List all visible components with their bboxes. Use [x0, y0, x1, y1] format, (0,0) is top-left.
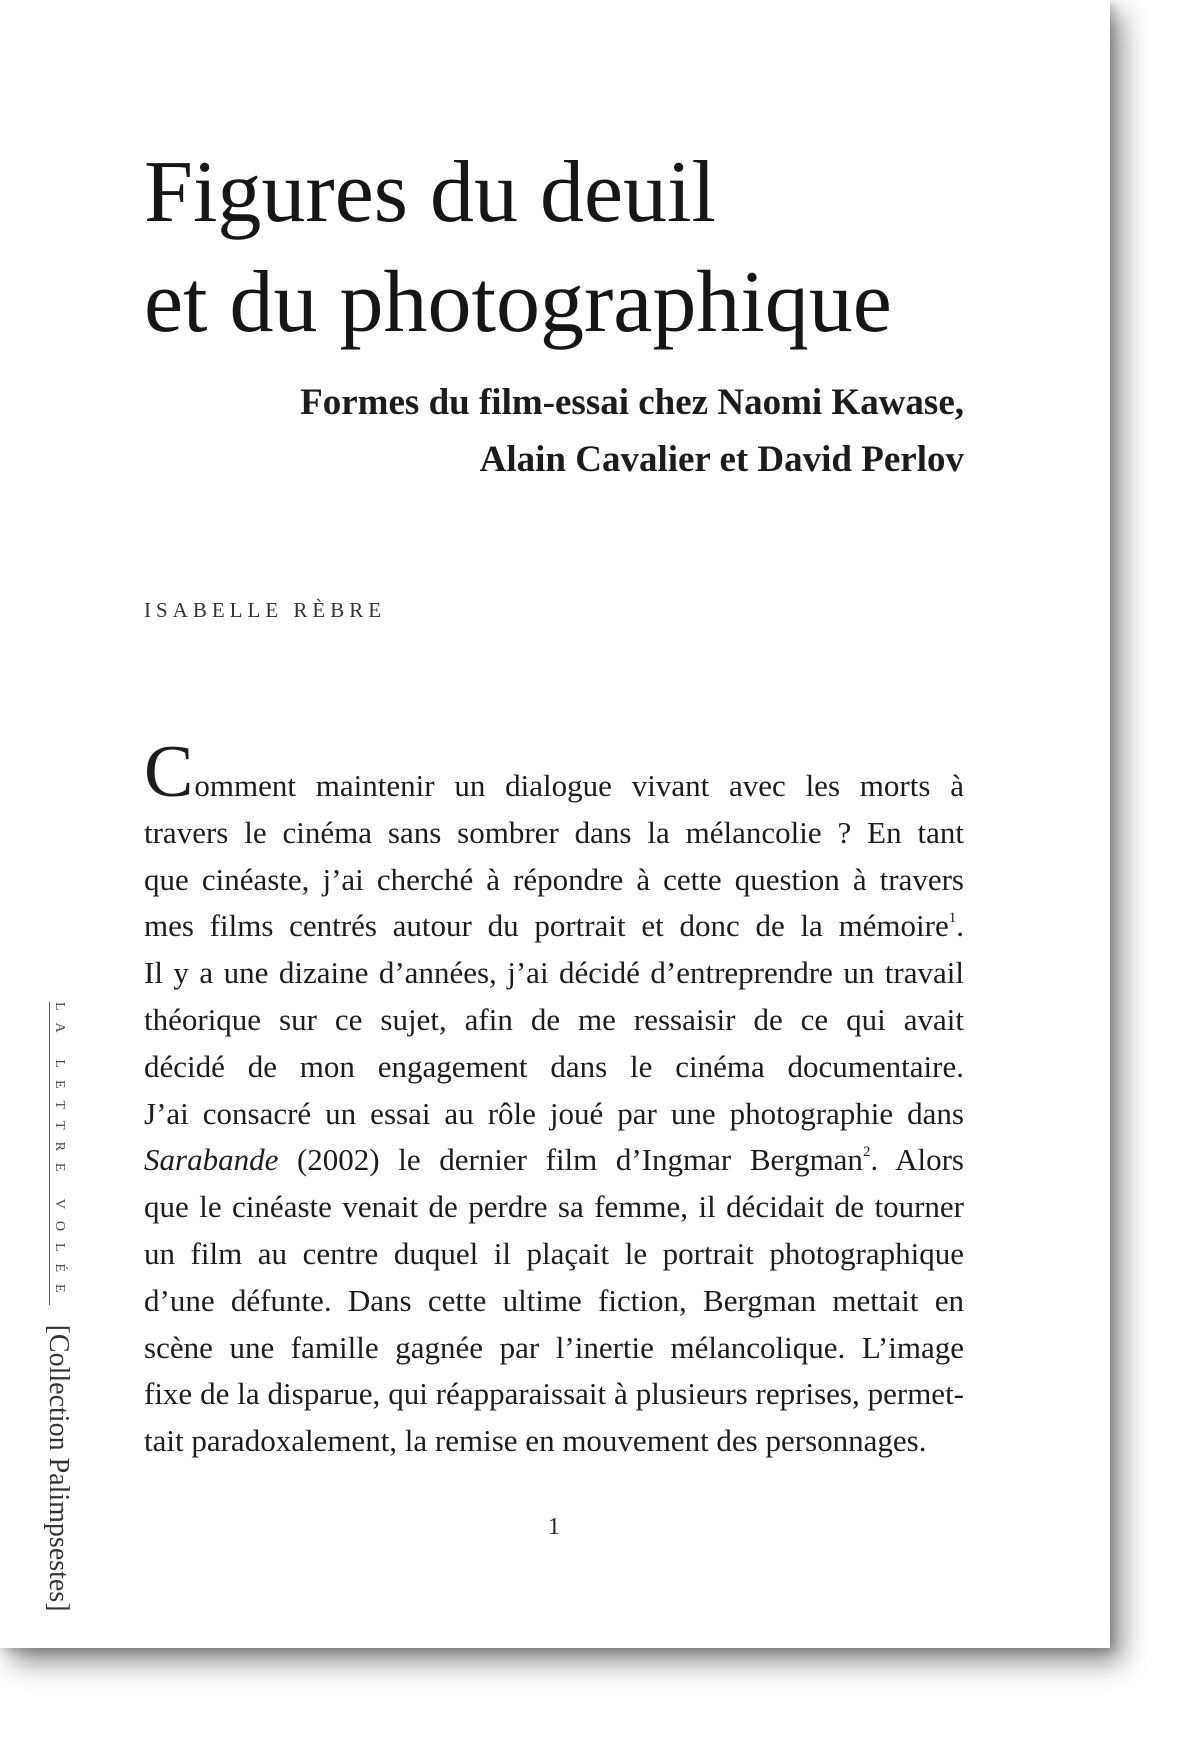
collection-name: [Collection Palimpsestes]: [43, 1324, 74, 1612]
title-line-1: Figures du deuil: [144, 144, 716, 241]
body-line-11: un film au centre duquel il plaçait le portrait photographique: [144, 1235, 964, 1271]
body-line-7: décidé de mon engagement dans le cinéma documentaire.: [144, 1048, 964, 1084]
publisher-name: LA LETTRE VOLÉE: [49, 1002, 67, 1305]
body-line-1: Comment maintenir un dialogue vivant avec les morts à: [144, 731, 964, 813]
author-name: ISABELLE RÈBRE: [144, 598, 387, 622]
page-number: 1: [548, 1514, 560, 1540]
film-title-sarabande: Sarabande: [144, 1142, 279, 1178]
body-line-15: tait paradoxalement, la remise en mouvement des personnages.: [144, 1423, 927, 1459]
body-line-8: J’ai consacré un essai au rôle joué par une photographie dans: [144, 1095, 964, 1131]
body-line-12: d’une défunte. Dans cette ultime fiction, Bergman mettait en: [144, 1282, 964, 1318]
subtitle-line-2: Alain Cavalier et David Perlov: [479, 439, 964, 480]
footnote-ref-2[interactable]: 2: [862, 1144, 871, 1161]
body-line-6: théorique sur ce sujet, afin de me ressaisir de ce qui avait: [144, 1001, 964, 1037]
drop-cap: C: [144, 731, 194, 813]
body-line-14: fixe de la disparue, qui réapparaissait à plusieurs reprises, permet-: [144, 1376, 964, 1412]
book-subtitle: [300, 374, 964, 488]
spine-imprint: [42, 1002, 74, 1612]
body-line-13: scène une famille gagnée par l’inertie mélancolique. L’image: [144, 1329, 964, 1365]
body-line-3: que cinéaste, j’ai cherché à répondre à cette question à travers: [144, 861, 964, 897]
title-line-2: et du photographique: [144, 254, 892, 351]
body-paragraph: [144, 731, 964, 1465]
footnote-ref-1[interactable]: 1: [948, 910, 957, 927]
body-line-4: mes films centrés autour du portrait et donc de la mémoire$^1$.: [144, 908, 964, 944]
subtitle-line-1: Formes du film-essai chez Naomi Kawase,: [300, 382, 964, 423]
body-line-10: que le cinéaste venait de perdre sa femme, il décidait de tourner: [144, 1189, 964, 1225]
body-line-2: travers le cinéma sans sombrer dans la mélancolie ? En tant: [144, 814, 964, 850]
body-line-9: Sarabande (2002) le dernier film d’Ingmar Bergman$^2$. Alors: [144, 1142, 964, 1178]
body-line-5: Il y a une dizaine d’années, j’ai décidé d’entreprendre un travail: [144, 955, 964, 991]
book-title: [144, 138, 892, 358]
